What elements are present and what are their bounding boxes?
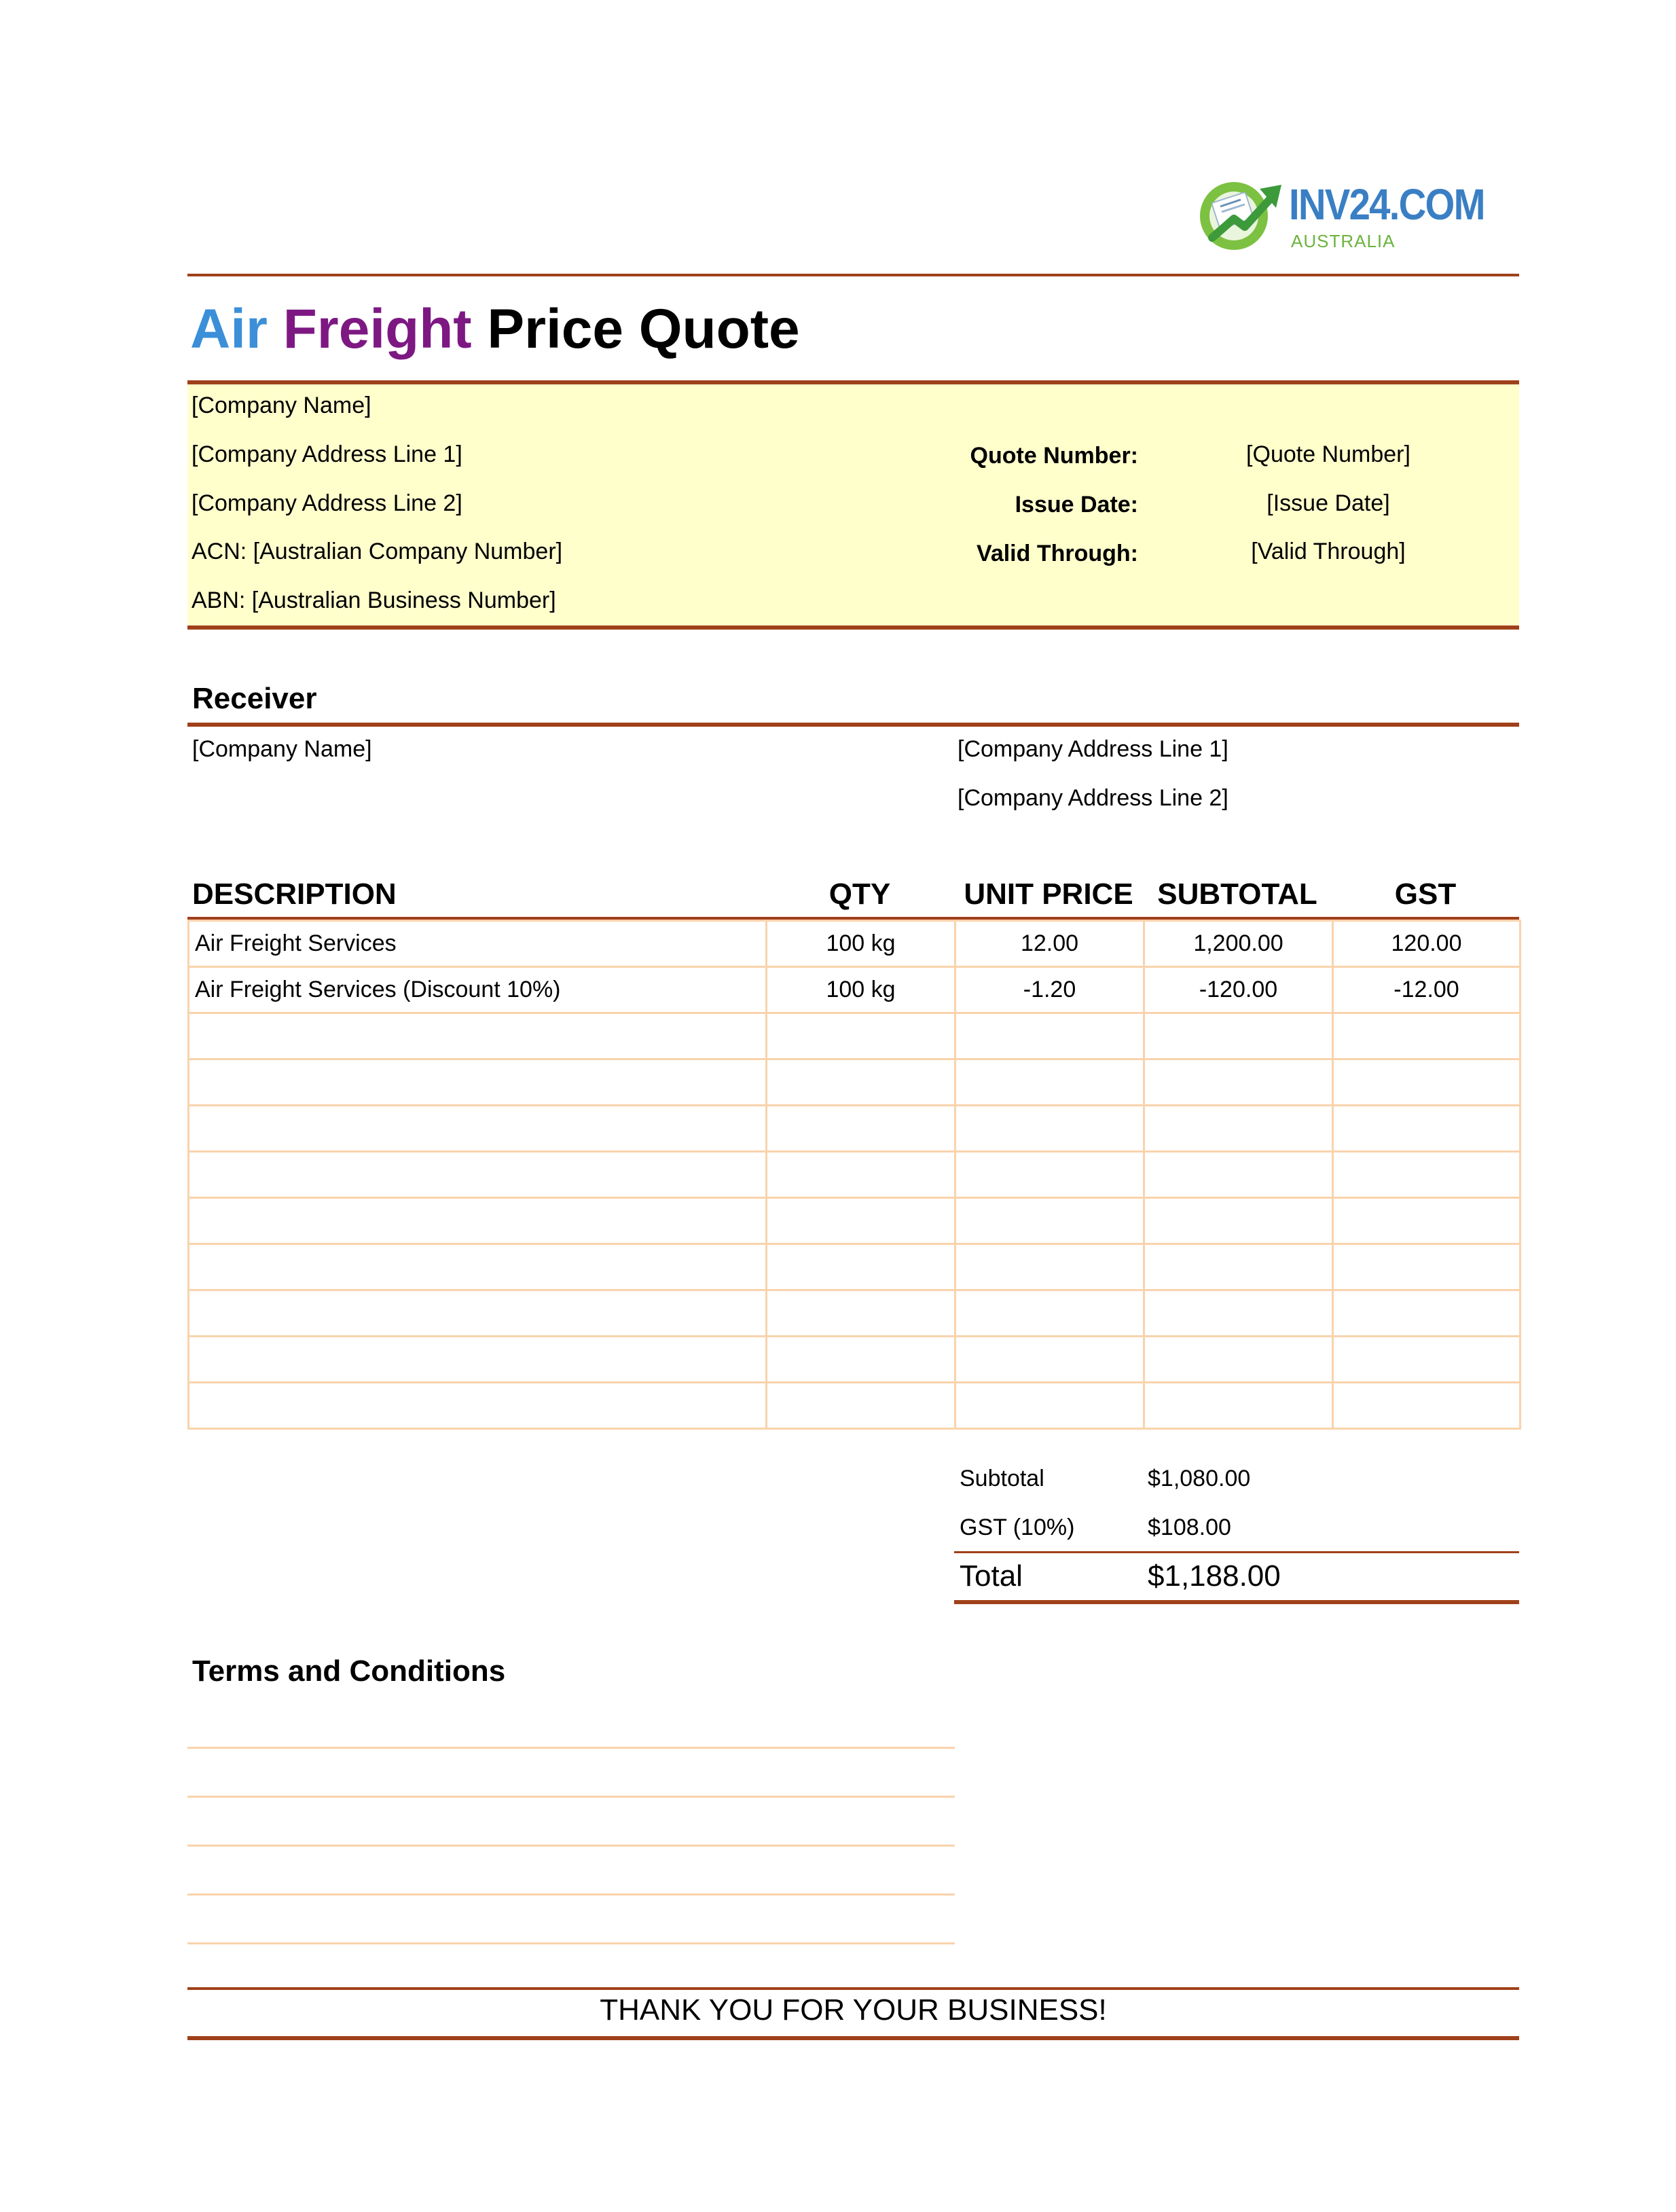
receiver-company-name: [Company Name] [192,736,372,762]
title-freight: Freight [283,298,472,360]
company-name: [Company Name] [192,393,371,418]
title-price-quote: Price Quote [487,298,800,360]
cell-unit-price [955,1337,1144,1383]
cell-description [189,1106,767,1152]
table-row [189,1337,1520,1383]
cell-gst [1333,1290,1520,1337]
terms-line [187,1845,955,1847]
table-row [189,1059,1520,1106]
logo-name: INV24.COM [1289,180,1484,229]
cell-gst [1333,1059,1520,1106]
table-row [189,1383,1520,1429]
cell-unit-price [955,1013,1144,1059]
cell-qty [767,1244,955,1290]
table-row [189,1244,1520,1290]
cell-gst [1333,1152,1520,1198]
cell-subtotal [1144,1059,1333,1106]
cell-qty [767,1198,955,1244]
cell-unit-price [955,1244,1144,1290]
cell-description [189,1152,767,1198]
cell-description [189,1013,767,1059]
col-header-subtotal: SUBTOTAL [1157,877,1317,911]
brand-logo [1192,170,1484,258]
cell-description [189,1337,767,1383]
cell-qty: 100 kg [767,921,955,967]
cell-subtotal [1144,1290,1333,1337]
subtotal-value: $1,080.00 [1148,1466,1251,1491]
issue-date-label: Issue Date: [1015,492,1138,518]
total-label: Total [960,1559,1023,1593]
valid-through-label: Valid Through: [977,541,1138,566]
valid-through-value: [Valid Through] [1251,539,1406,564]
cell-description [189,1059,767,1106]
cell-unit-price [955,1383,1144,1429]
receiver-address-line-2: [Company Address Line 2] [958,785,1228,811]
company-address-line-1: [Company Address Line 1] [192,441,462,467]
cell-qty [767,1106,955,1152]
cell-qty [767,1290,955,1337]
receiver-rule [187,723,1519,727]
cell-subtotal: -120.00 [1144,967,1333,1013]
gst-label: GST (10%) [960,1515,1075,1540]
col-header-qty: QTY [828,877,891,911]
table-row [189,1152,1520,1198]
terms-line [187,1796,955,1798]
page-title [190,297,800,361]
cell-gst [1333,1198,1520,1244]
cell-description: Air Freight Services [189,921,767,967]
total-value: $1,188.00 [1148,1559,1281,1593]
company-box-rule [187,625,1519,630]
cell-qty [767,1152,955,1198]
cell-qty [767,1059,955,1106]
table-row [189,1290,1520,1337]
table-row [189,1013,1520,1059]
table-row [189,1106,1520,1152]
table-row [189,1198,1520,1244]
receiver-address-line-1: [Company Address Line 1] [958,736,1228,762]
cell-description [189,1244,767,1290]
cell-subtotal [1144,1013,1333,1059]
col-header-description: DESCRIPTION [192,877,397,911]
subtotal-label: Subtotal [960,1466,1044,1491]
logo-subtitle: AUSTRALIA [1291,231,1396,251]
cell-gst [1333,1013,1520,1059]
title-air: Air [190,298,268,360]
footer-rule-bottom [187,2036,1519,2040]
thank-you-message: THANK YOU FOR YOUR BUSINESS! [600,1993,1107,2027]
col-header-gst: GST [1394,877,1457,911]
company-abn: ABN: [Australian Business Number] [192,587,556,613]
cell-unit-price [955,1152,1144,1198]
cell-unit-price [955,1106,1144,1152]
line-items-table [187,920,1521,1430]
col-header-unit-price: UNIT PRICE [964,877,1133,911]
terms-line [187,1893,955,1896]
cell-unit-price [955,1290,1144,1337]
cell-description [189,1383,767,1429]
header-rule [187,274,1519,276]
terms-heading: Terms and Conditions [192,1654,506,1688]
terms-line [187,1942,955,1944]
company-address-line-2: [Company Address Line 2] [192,490,462,516]
cell-description [189,1198,767,1244]
company-acn: ACN: [Australian Company Number] [192,539,563,564]
gst-value: $108.00 [1148,1515,1231,1540]
issue-date-value: [Issue Date] [1267,490,1390,516]
cell-unit-price [955,1059,1144,1106]
cell-gst [1333,1106,1520,1152]
cell-unit-price: -1.20 [955,967,1144,1013]
cell-gst [1333,1244,1520,1290]
table-row [189,921,1520,967]
cell-subtotal [1144,1383,1333,1429]
invoice-trend-arrow-icon [1192,170,1287,258]
company-info-box [187,384,1519,628]
quote-number-label: Quote Number: [970,443,1138,469]
line-items-body [189,921,1520,1429]
cell-gst [1333,1383,1520,1429]
cell-qty [767,1337,955,1383]
cell-subtotal [1144,1337,1333,1383]
cell-qty: 100 kg [767,967,955,1013]
cell-unit-price [955,1198,1144,1244]
cell-subtotal [1144,1106,1333,1152]
cell-gst [1333,1337,1520,1383]
cell-description: Air Freight Services (Discount 10%) [189,967,767,1013]
cell-subtotal: 1,200.00 [1144,921,1333,967]
terms-line [187,1747,955,1749]
footer-rule-top [187,1987,1519,1990]
table-row [189,967,1520,1013]
cell-gst: 120.00 [1333,921,1520,967]
cell-qty [767,1383,955,1429]
cell-subtotal [1144,1152,1333,1198]
totals-rule-bottom [954,1600,1519,1604]
cell-subtotal [1144,1198,1333,1244]
cell-unit-price: 12.00 [955,921,1144,967]
receiver-heading: Receiver [192,682,317,715]
cell-qty [767,1013,955,1059]
totals-rule-top [954,1551,1519,1553]
cell-gst: -12.00 [1333,967,1520,1013]
quote-number-value: [Quote Number] [1246,441,1410,467]
cell-description [189,1290,767,1337]
cell-subtotal [1144,1244,1333,1290]
